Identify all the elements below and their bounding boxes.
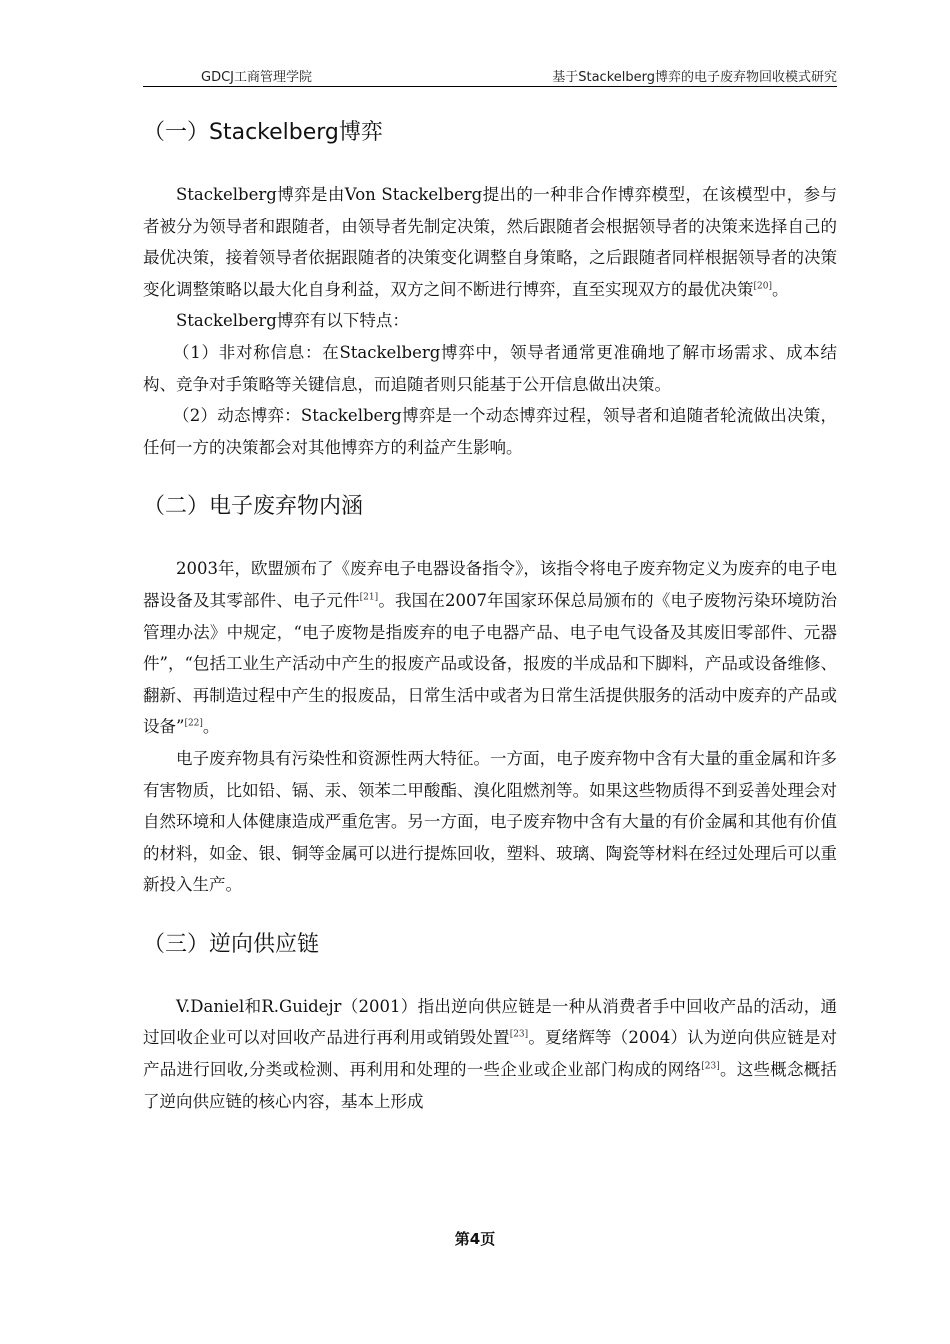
paragraph-text: 2003年，欧盟颁布了《废弃电子电器设备指令》，该指令将电子废弃物定义为废弃的电子电器设备及其零部件、电子元件 <box>143 559 837 610</box>
paragraph-stackelberg-features-intro: Stackelberg博弈有以下特点： <box>176 311 409 331</box>
paragraph-feature-asymmetric: （1）非对称信息：在Stackelberg博弈中，领导者通常更准确地了解市场需求、成本结构、竞争对手策略等关键信息，而追随者则只能基于公开信息做出决策。 <box>143 342 837 394</box>
citation-ref: [23] <box>509 1029 529 1040</box>
citation-ref: [22] <box>184 718 203 729</box>
section-heading-reverse-supply-chain: （三）逆向供应链 <box>143 931 320 957</box>
paragraph-text: V.Daniel和R.Guidejr（2001）指出逆向供应链是一种从消费者手中回收产品的活动，通过回收企业可以对回收产品进行再利用或销毁处置 <box>143 996 837 1048</box>
header-thesis-title: 基于Stackelberg博弈的电子废弃物回收模式研究 <box>552 70 837 85</box>
paragraph-text: 。夏绪辉等（2004）认为逆向供应链是对产品进行回收,分类或检测、再利用和处理的一些企业或企业部门构成的网络 <box>143 1028 838 1080</box>
paragraph-reverse-supply-chain <box>143 991 837 1117</box>
paragraph-stackelberg-definition <box>143 179 837 305</box>
paragraph-text: Stackelberg博弈是由Von Stackelberg提出的一种非合作博弈模型，在该模型中，参与者被分为领导者和跟随者，由领导者先制定决策，然后跟随者会根据领导者的决策来选择自己的最优决策，接着领导者依据跟随者的决策变化调整自身策略，之后跟随者同样根据领导者的决策变化调整策略以最大化自身利益，双方之间不断进行博弈，直至实现双方的最优决策 <box>143 185 837 299</box>
header-institution: GDCJ工商管理学院 <box>201 70 312 85</box>
paragraph-ewaste-features: 电子废弃物具有污染性和资源性两大特征。一方面，电子废弃物中含有大量的重金属和许多有害物质，比如铅、镉、汞、领苯二甲酸酯、溴化阻燃剂等。如果这些物质得不到妥善处理会对自然环境和人体健康造成严重危害。另一方面，电子废弃物中含有大量的有价金属和其他有价值的材料，如金、银、铜等金属可以进行提炼回收，塑料、玻璃、陶瓷等材料在经过处理后可以重新投入生产。 <box>143 748 837 895</box>
header-rule <box>143 86 837 87</box>
page-body <box>143 113 837 1117</box>
paragraph-text: 。我国在2007年国家环保总局颁布的《电子废物污染环境防治管理办法》中规定，“电子废物是指废弃的电子电器产品、电子电气设备及其废旧零部件、元器件”，“包括工业生产活动中产生的报废产品或设备，报废的半成品和下脚料，产品或设备维修、翻新、再制造过程中产生的报废品，日常生活中或者为日常生活提供服务的活动中废弃的产品或设备” <box>143 590 837 737</box>
running-header <box>143 66 837 86</box>
section-heading-ewaste: （二）电子废弃物内涵 <box>143 494 364 520</box>
paragraph-feature-dynamic: （2）动态博弈：Stackelberg博弈是一个动态博弈过程，领导者和追随者轮流做出决策，任何一方的决策都会对其他博弈方的利益产生影响。 <box>143 406 837 457</box>
section-heading-stackelberg: （一）Stackelberg博弈 <box>143 120 383 145</box>
citation-ref: [20] <box>753 281 772 292</box>
paragraph-text: 。 <box>202 717 220 737</box>
citation-ref: [21] <box>359 592 379 603</box>
citation-ref: [23] <box>701 1061 720 1072</box>
paragraph-text: 。这些概念概括了逆向供应链的核心内容，基本上形成 <box>143 1060 838 1111</box>
paragraph-ewaste-definition <box>143 553 837 743</box>
paragraph-text: 。 <box>771 279 789 299</box>
page-number: 第4页 <box>454 1230 496 1248</box>
